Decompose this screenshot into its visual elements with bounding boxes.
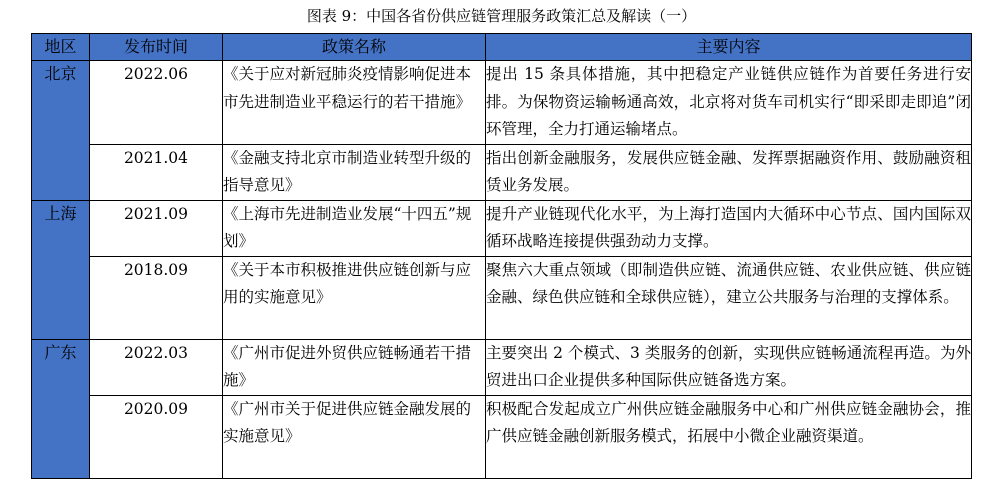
header-date: 发布时间 xyxy=(90,34,223,61)
header-content: 主要内容 xyxy=(486,34,972,61)
content-cell: 聚焦六大重点领域（即制造供应链、流通供应链、农业供应链、供应链金融、绿色供应链和全球供应链），建立公共服务与治理的支撑体系。 xyxy=(486,256,972,339)
date-cell: 2018.09 xyxy=(90,256,223,339)
table-row xyxy=(32,256,972,339)
header-name: 政策名称 xyxy=(223,34,486,61)
table-caption: 图表 9：中国各省份供应链管理服务政策汇总及解读（一） xyxy=(306,7,697,25)
table-header-row xyxy=(32,34,972,61)
table-row xyxy=(32,339,972,395)
policy-name-cell: 《关于本市积极推进供应链创新与应用的实施意见》 xyxy=(223,256,486,339)
policy-name-cell: 《关于应对新冠肺炎疫情影响促进本市先进制造业平稳运行的若干措施》 xyxy=(223,61,486,145)
date-cell: 2021.09 xyxy=(90,200,223,256)
region-cell: 上海 xyxy=(32,200,90,339)
date-cell: 2022.03 xyxy=(90,339,223,395)
table-row xyxy=(32,395,972,478)
date-cell: 2021.04 xyxy=(90,144,223,200)
region-cell: 北京 xyxy=(32,61,90,201)
content-cell: 积极配合发起成立广州供应链金融服务中心和广州供应链金融协会，推广供应链金融创新服务模式，拓展中小微企业融资渠道。 xyxy=(486,395,972,478)
date-cell: 2020.09 xyxy=(90,395,223,478)
policy-name-cell: 《广州市促进外贸供应链畅通若干措施》 xyxy=(223,339,486,395)
table-row xyxy=(32,144,972,200)
date-cell: 2022.06 xyxy=(90,61,223,145)
policy-name-cell: 《上海市先进制造业发展“十四五”规划》 xyxy=(223,200,486,256)
policy-name-cell: 《广州市关于促进供应链金融发展的实施意见》 xyxy=(223,395,486,478)
content-cell: 指出创新金融服务，发展供应链金融、发挥票据融资作用、鼓励融资租赁业务发展。 xyxy=(486,144,972,200)
content-cell: 主要突出 2 个模式、3 类服务的创新，实现供应链畅通流程再造。为外贸进出口企业提供多种国际供应链备选方案。 xyxy=(486,339,972,395)
content-cell: 提出 15 条具体措施，其中把稳定产业链供应链作为首要任务进行安排。为保物资运输畅通高效，北京将对货车司机实行“即采即走即追”闭环管理，全力打通运输堵点。 xyxy=(486,61,972,145)
region-cell: 广东 xyxy=(32,339,90,478)
header-region: 地区 xyxy=(32,34,90,61)
content-cell: 提升产业链现代化水平，为上海打造国内大循环中心节点、国内国际双循环战略连接提供强劲动力支撑。 xyxy=(486,200,972,256)
table-row xyxy=(32,61,972,145)
table-row xyxy=(32,200,972,256)
policy-table xyxy=(31,33,972,479)
policy-name-cell: 《金融支持北京市制造业转型升级的指导意见》 xyxy=(223,144,486,200)
